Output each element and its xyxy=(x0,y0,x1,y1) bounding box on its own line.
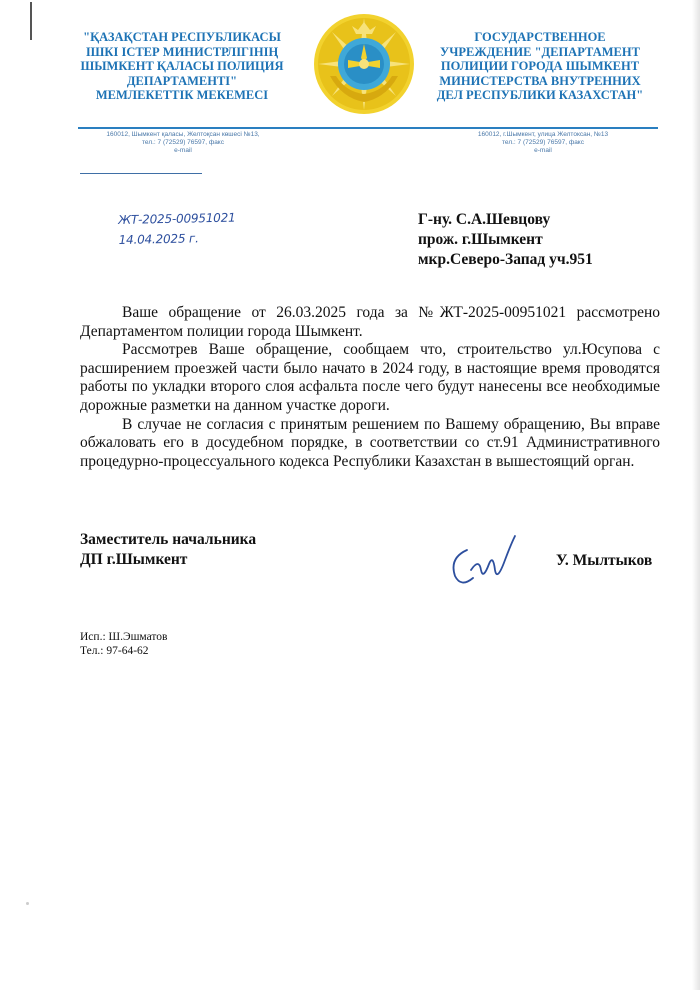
addressee-address: мкр.Северо-Запад уч.951 xyxy=(418,251,593,268)
scan-edge-shadow xyxy=(692,0,700,990)
executor-name: Исп.: Ш.Эшматов xyxy=(80,631,168,643)
address-line: 160012, Шымкент қаласы, Желтоқсан көшесі №13, xyxy=(106,131,260,138)
header-divider xyxy=(78,127,658,129)
header-kazakh-line: МЕМЛЕКЕТТІК МЕКЕМЕСІ xyxy=(95,88,269,102)
handwritten-registration xyxy=(118,208,236,250)
body-paragraph: В случае не согласия с принятым решением по Вашему обращению, Вы вправе обжаловать его в досудебном порядке, в соответствии со ст.91 Административного процедурно-процессуального кодекса Республики Казахстан в вышестоящий орган. xyxy=(80,415,660,470)
header-russian-line: ПОЛИЦИИ ГОРОДА ШЫМКЕНТ xyxy=(440,59,640,73)
registration-number: ЖТ-2025-00951021 xyxy=(118,210,236,227)
executor-phone: Тел.: 97-64-62 xyxy=(80,645,149,657)
registration-date: 14.04.2025 г. xyxy=(118,231,199,247)
address-line: e-mail xyxy=(174,147,192,154)
signatory-department: ДП г.Шымкент xyxy=(80,551,188,568)
header-kazakh-line: ДЕПАРТАМЕНТІ" xyxy=(126,73,238,88)
signatory-name: У. Мылтыков xyxy=(556,552,653,569)
header-kazakh xyxy=(62,30,302,103)
address-line: e-mail xyxy=(534,147,552,154)
address-line: тел.: 7 (72529) 76597, факс xyxy=(142,139,224,146)
outgoing-number-line xyxy=(80,173,202,174)
header-russian xyxy=(420,30,660,103)
handwritten-signature-icon xyxy=(445,530,525,590)
body-paragraph: Рассмотрев Ваше обращение, сообщаем что, строительство ул.Юсупова с расширением проезжей части было начато в 2024 году, в настоящие время проводятся работы по укладки второго слоя асфальта после чего будут нанесены все необходимые дорожные разметки на данном участке дороги. xyxy=(80,341,660,414)
header-russian-line: УЧРЕЖДЕНИЕ "ДЕПАРТАМЕНТ xyxy=(440,44,640,59)
signatory-title: Заместитель начальника xyxy=(80,531,257,548)
address-kazakh xyxy=(88,131,278,155)
address-line: тел.: 7 (72529) 76597, факс xyxy=(502,139,584,146)
state-emblem-icon xyxy=(312,12,416,116)
header-russian-line: ГОСУДАРСТВЕННОЕ xyxy=(474,30,606,44)
signatory-position xyxy=(80,530,256,570)
scan-speck xyxy=(26,902,29,905)
header-kazakh-line: "ҚАЗАҚСТАН РЕСПУБЛИКАСЫ xyxy=(83,30,281,44)
header-russian-line: ДЕЛ РЕСПУБЛИКИ КАЗАХСТАН" xyxy=(436,88,644,102)
letter-body xyxy=(80,304,660,471)
address-line: 160012, г.Шымкент, улица Желтоксан, №13 xyxy=(477,131,609,138)
body-paragraph: Ваше обращение от 26.03.2025 года за №ЖТ-2025-00951021 рассмотрено Департаментом полиции города Шымкент. xyxy=(80,304,660,340)
address-russian xyxy=(448,131,638,155)
margin-mark xyxy=(30,2,32,40)
addressee-block xyxy=(418,210,593,270)
addressee-name: Г-ну. С.А.Шевцову xyxy=(418,211,551,228)
header-kazakh-line: ШЫМКЕНТ ҚАЛАСЫ ПОЛИЦИЯ xyxy=(80,59,284,73)
header-kazakh-line: ІШКІ ІСТЕР МИНИСТРЛІГІНІҢ xyxy=(85,44,279,59)
addressee-residence: прож. г.Шымкент xyxy=(418,231,543,248)
header-russian-line: МИНИСТЕРСТВА ВНУТРЕННИХ xyxy=(439,73,641,88)
executor-block xyxy=(80,630,168,658)
